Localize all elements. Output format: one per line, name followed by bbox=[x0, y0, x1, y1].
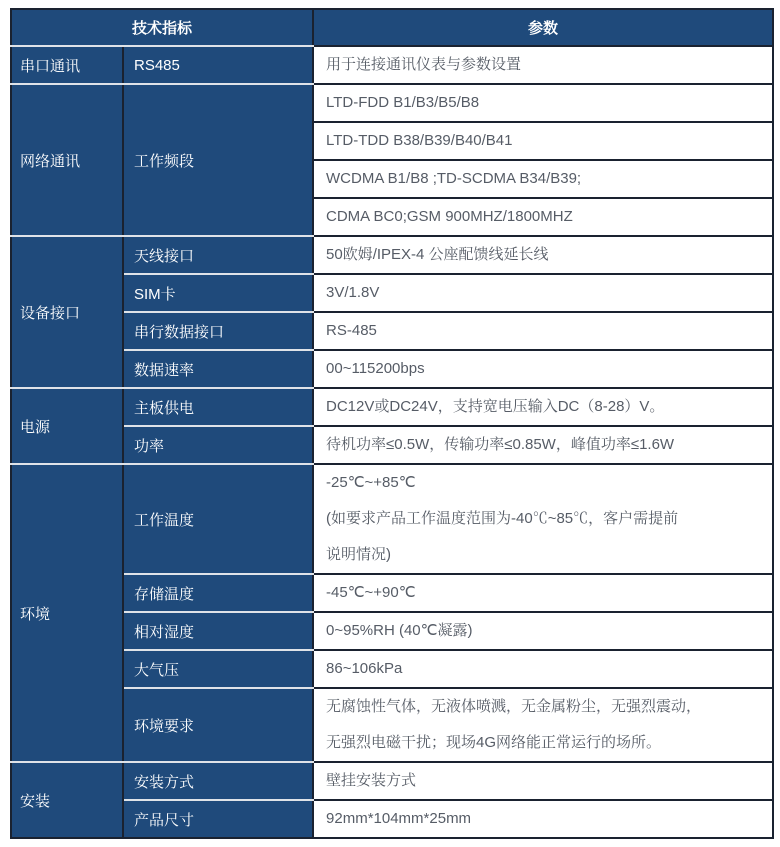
subitem-cell: 环境要求 bbox=[123, 688, 313, 762]
param-cell bbox=[313, 274, 773, 312]
category-cell: 设备接口 bbox=[11, 236, 123, 388]
table-row bbox=[11, 650, 773, 688]
subitem-cell: 串行数据接口 bbox=[123, 312, 313, 350]
category-cell: 环境 bbox=[11, 464, 123, 762]
table-row bbox=[11, 688, 773, 762]
table-row bbox=[11, 762, 773, 800]
param-cell bbox=[313, 762, 773, 800]
spec-table-header bbox=[11, 9, 773, 46]
subitem-cell: 安装方式 bbox=[123, 762, 313, 800]
spec-table bbox=[10, 8, 774, 839]
param-line: 说明情况) bbox=[326, 546, 392, 563]
param-cell bbox=[313, 122, 773, 160]
param-cell bbox=[313, 388, 773, 426]
category-cell: 网络通讯 bbox=[11, 84, 123, 236]
subitem-cell: 工作温度 bbox=[123, 464, 313, 574]
table-row bbox=[11, 274, 773, 312]
param-cell bbox=[313, 198, 773, 236]
table-row bbox=[11, 612, 773, 650]
param-cell bbox=[313, 350, 773, 388]
param-line: 50欧姆/IPEX-4 公座配馈线延长线 bbox=[326, 246, 549, 263]
param-line: RS-485 bbox=[326, 322, 377, 339]
subitem-cell: 存储温度 bbox=[123, 574, 313, 612]
param-cell bbox=[313, 236, 773, 274]
param-cell bbox=[313, 574, 773, 612]
subitem-cell: 大气压 bbox=[123, 650, 313, 688]
param-line: 用于连接通讯仪表与参数设置 bbox=[326, 56, 522, 73]
table-row bbox=[11, 426, 773, 464]
subitem-cell: 产品尺寸 bbox=[123, 800, 313, 838]
param-line: LTD-TDD B38/B39/B40/B41 bbox=[326, 132, 513, 149]
table-row bbox=[11, 236, 773, 274]
subitem-cell: 天线接口 bbox=[123, 236, 313, 274]
param-line: 壁挂安装方式 bbox=[326, 772, 417, 789]
param-line: WCDMA B1/B8 ;TD-SCDMA B34/B39; bbox=[326, 170, 582, 187]
subitem-cell: 工作频段 bbox=[123, 84, 313, 236]
param-line: 00~115200bps bbox=[326, 360, 425, 377]
category-cell: 串口通讯 bbox=[11, 46, 123, 84]
header-row bbox=[11, 9, 773, 46]
subitem-cell: 主板供电 bbox=[123, 388, 313, 426]
param-line: LTD-FDD B1/B3/B5/B8 bbox=[326, 94, 480, 111]
param-cell bbox=[313, 46, 773, 84]
table-row bbox=[11, 312, 773, 350]
table-row bbox=[11, 388, 773, 426]
param-line: 无强烈电磁干扰；现场4G网络能正常运行的场所。 bbox=[326, 734, 662, 751]
param-line: CDMA BC0;GSM 900MHZ/1800MHZ bbox=[326, 208, 573, 225]
param-cell bbox=[313, 650, 773, 688]
table-row bbox=[11, 84, 773, 122]
subitem-cell: 功率 bbox=[123, 426, 313, 464]
subitem-cell: RS485 bbox=[123, 46, 313, 84]
param-cell bbox=[313, 688, 773, 762]
param-line: 3V/1.8V bbox=[326, 284, 380, 301]
param-line: 0~95%RH (40℃凝露) bbox=[326, 622, 473, 639]
param-line: 86~106kPa bbox=[326, 660, 403, 677]
table-row bbox=[11, 800, 773, 838]
spec-table-body bbox=[11, 46, 773, 838]
table-row bbox=[11, 350, 773, 388]
header-parameters: 参数 bbox=[313, 9, 773, 46]
param-line: DC12V或DC24V，支持宽电压输入DC（8-28）V。 bbox=[326, 398, 665, 415]
param-cell bbox=[313, 612, 773, 650]
category-cell: 电源 bbox=[11, 388, 123, 464]
subitem-cell: 相对湿度 bbox=[123, 612, 313, 650]
param-line: 92mm*104mm*25mm bbox=[326, 810, 472, 827]
param-cell bbox=[313, 426, 773, 464]
param-cell bbox=[313, 800, 773, 838]
table-row bbox=[11, 574, 773, 612]
category-cell: 安装 bbox=[11, 762, 123, 838]
param-line: 待机功率≤0.5W，传输功率≤0.85W，峰值功率≤1.6W bbox=[326, 436, 675, 453]
param-line: -25℃~+85℃ bbox=[326, 474, 416, 491]
param-line: 无腐蚀性气体，无液体喷溅，无金属粉尘，无强烈震动， bbox=[326, 698, 702, 715]
param-cell bbox=[313, 84, 773, 122]
table-row bbox=[11, 464, 773, 574]
param-line: (如要求产品工作温度范围为-40℃~85℃，客户需提前 bbox=[326, 510, 679, 527]
table-row bbox=[11, 46, 773, 84]
param-line: -45℃~+90℃ bbox=[326, 584, 416, 601]
header-tech-indicators: 技术指标 bbox=[11, 9, 313, 46]
param-cell bbox=[313, 160, 773, 198]
param-cell bbox=[313, 464, 773, 574]
subitem-cell: SIM卡 bbox=[123, 274, 313, 312]
subitem-cell: 数据速率 bbox=[123, 350, 313, 388]
param-cell bbox=[313, 312, 773, 350]
